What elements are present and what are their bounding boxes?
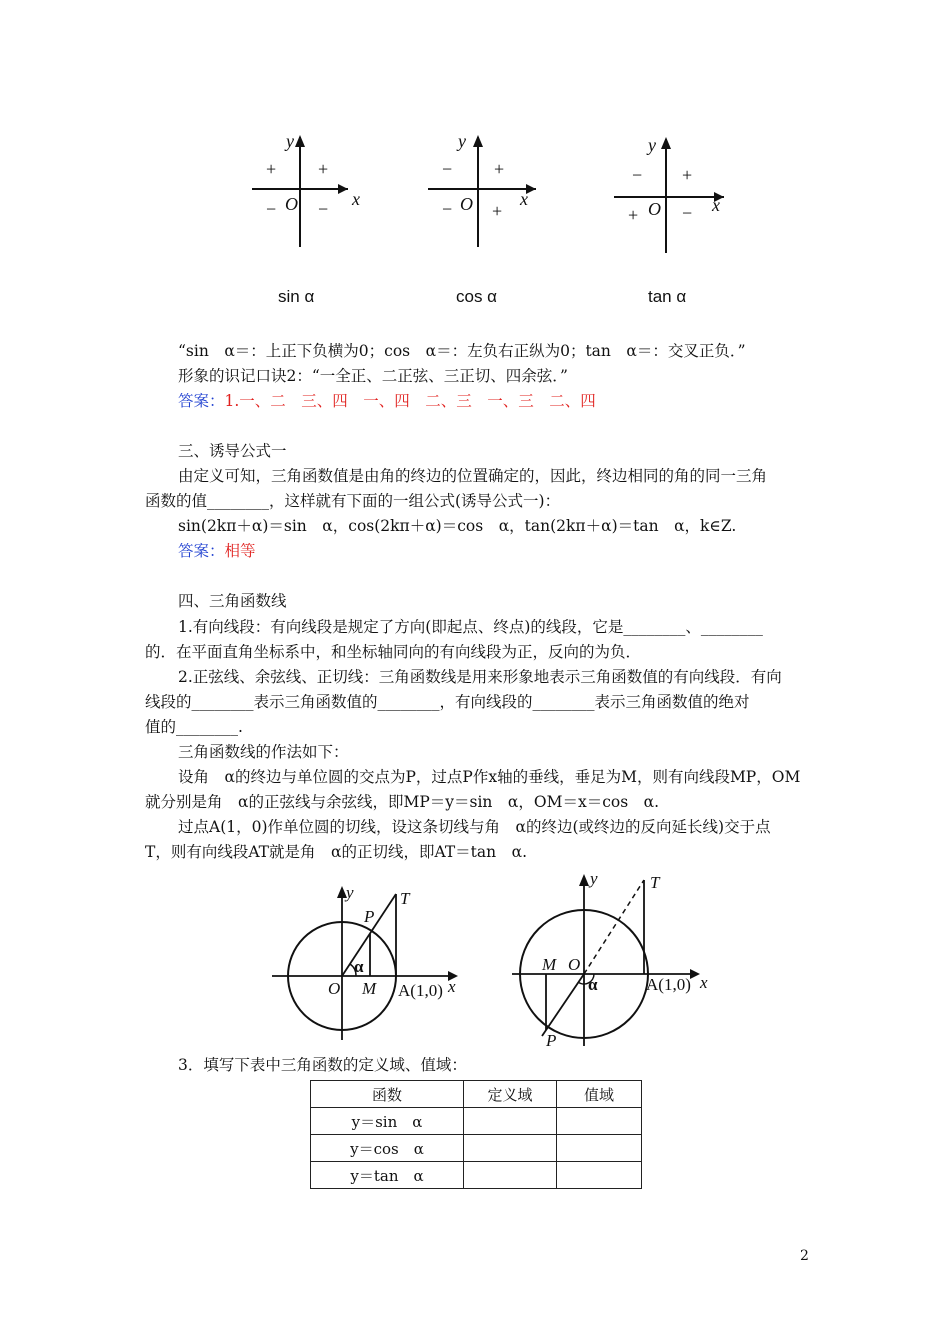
table-cell-function: y＝tan α	[311, 1162, 464, 1189]
cos-q2: −	[442, 159, 453, 179]
section-4-l3: 2.正弦线、余弦线、正切线：三角函数线是用来形象地表示三角函数值的有向线段．有向	[178, 668, 782, 686]
table-cell-function: y＝sin α	[311, 1108, 464, 1135]
quadrant-sign-figure	[248, 125, 736, 315]
answer-2	[178, 540, 256, 562]
right-terminal-side	[542, 974, 584, 1036]
tan-x-label: x	[712, 195, 720, 215]
section-3-p2: 函数的值________，这样就有下面的一组公式(诱导公式一)：	[145, 492, 561, 510]
table-header-domain: 定义域	[464, 1081, 557, 1108]
mnemonic-2: 形象的识记口诀2：“一全正、二正弦、三正切、四余弦．”	[178, 367, 568, 385]
section-4-l9: 过点A(1，0)作单位圆的切线，设这条切线与角 α的终边(或终边的反向延长线)交于点	[178, 818, 771, 836]
table-row	[311, 1108, 642, 1135]
sin-y-label: y	[286, 131, 294, 151]
section-4-l10: T，则有向线段AT就是角 α的正切线，即AT＝tan α.	[145, 843, 528, 861]
page-number: 2	[800, 1248, 809, 1264]
left-alpha-label: α	[354, 957, 364, 976]
trig-line-figure	[268, 870, 728, 1050]
section-3-title: 三、诱导公式一	[178, 442, 287, 460]
tan-q3: +	[628, 205, 639, 225]
section-4-l2: 的．在平面直角坐标系中，和坐标轴同向的有向线段为正，反向的为负．	[145, 643, 642, 661]
sin-x-label: x	[352, 189, 360, 209]
sin-origin: O	[285, 194, 298, 214]
section-4-l5: 值的________.	[145, 718, 243, 736]
cos-q4: +	[492, 201, 503, 221]
right-P-label: P	[546, 1031, 557, 1050]
section-4-l4: 线段的________表示三角函数值的________，有向线段的________表示三角函数值的绝对	[145, 693, 750, 711]
section-3-p1: 由定义可知，三角函数值是由角的终边的位置确定的，因此，终边相同的角的同一三角	[178, 467, 768, 485]
answer-label: 答案：	[178, 542, 225, 560]
right-O-label: O	[568, 955, 581, 974]
section-4-l6: 三角函数线的作法如下：	[178, 743, 349, 761]
induction-formula: sin(2kπ＋α)＝sin α，cos(2kπ＋α)＝cos α，tan(2kπ＋α)＝tan α，k∈Z.	[178, 517, 737, 535]
answer-label: 答案：	[178, 392, 225, 410]
unit-circle-diagrams	[268, 870, 728, 1050]
right-alpha-label: α	[588, 975, 598, 994]
cos-y-label: y	[458, 131, 466, 151]
section-4-l1: 1.有向线段：有向线段是规定了方向(即起点、终点)的线段，它是________、________	[178, 618, 763, 636]
sin-q4: −	[318, 199, 329, 219]
section-4-l11: 3．填写下表中三角函数的定义域、值域：	[178, 1056, 467, 1074]
table-header-range: 值域	[557, 1081, 642, 1108]
quadrant-sign-diagrams	[248, 125, 736, 315]
right-y-label: y	[590, 870, 598, 888]
answer-value: 1.一、二 三、四 一、四 二、三 一、三 二、四	[224, 392, 596, 410]
left-A-label: A(1,0)	[398, 981, 443, 1000]
tan-q2: −	[632, 165, 643, 185]
answer-value: 相等	[224, 542, 256, 560]
right-A-label: A(1,0)	[646, 975, 691, 994]
tan-q4: −	[682, 203, 693, 223]
cos-caption: cos α	[456, 287, 498, 306]
table-cell-function: y＝cos α	[311, 1135, 464, 1162]
cos-x-label: x	[520, 189, 528, 209]
sin-q3: −	[266, 199, 277, 219]
right-T-label: T	[650, 873, 660, 892]
table-cell-range[interactable]	[557, 1162, 642, 1189]
domain-range-table	[310, 1080, 642, 1189]
table-header-function: 函数	[311, 1081, 464, 1108]
left-P-label: P	[364, 907, 375, 926]
tan-caption: tan α	[648, 287, 687, 306]
table-cell-domain[interactable]	[464, 1162, 557, 1189]
mnemonic-1: “sin α＝：上正下负横为0；cos α＝：左负右正纵为0；tan α＝：交叉正负．”	[178, 342, 746, 360]
table-row	[311, 1162, 642, 1189]
table-cell-range[interactable]	[557, 1135, 642, 1162]
tan-origin: O	[648, 199, 661, 219]
table-cell-range[interactable]	[557, 1108, 642, 1135]
section-4-l7: 设角 α的终边与单位圆的交点为P，过点P作x轴的垂线，垂足为M，则有向线段MP，OM	[178, 768, 801, 786]
left-M-label: M	[362, 979, 377, 998]
section-4-l8: 就分别是角 α的正弦线与余弦线，即MP＝y＝sin α，OM＝x＝cos α.	[145, 793, 660, 811]
cos-origin: O	[460, 194, 473, 214]
sin-q2: +	[266, 159, 277, 179]
sin-caption: sin α	[278, 287, 315, 306]
table-cell-domain[interactable]	[464, 1108, 557, 1135]
answer-1	[178, 390, 596, 412]
left-T-label: T	[400, 889, 410, 908]
cos-q3: −	[442, 199, 453, 219]
sin-q1: +	[318, 159, 329, 179]
table-header-row	[311, 1081, 642, 1108]
table-cell-domain[interactable]	[464, 1135, 557, 1162]
tan-y-label: y	[648, 135, 656, 155]
tan-q1: +	[682, 165, 693, 185]
left-x-label: x	[448, 977, 456, 996]
right-x-label: x	[700, 973, 708, 992]
cos-q1: +	[494, 159, 505, 179]
left-O-label: O	[328, 979, 341, 998]
right-M-label: M	[542, 955, 557, 974]
right-extension-line	[584, 880, 644, 974]
left-y-label: y	[346, 883, 354, 902]
table-row	[311, 1135, 642, 1162]
section-4-title: 四、三角函数线	[178, 592, 287, 610]
